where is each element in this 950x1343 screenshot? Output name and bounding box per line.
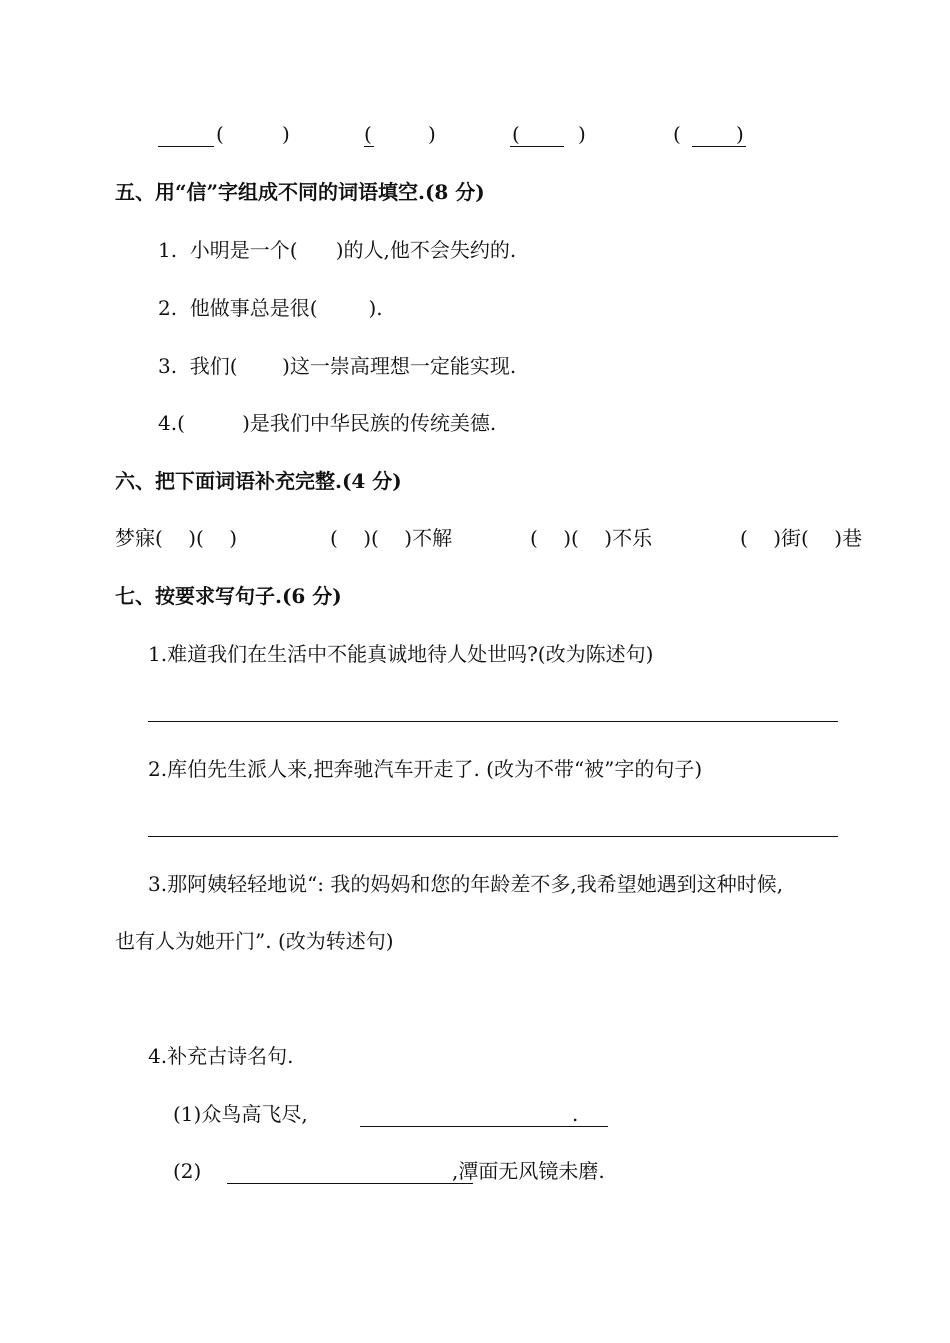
idiom-3: ( )( )不乐 — [530, 526, 653, 550]
poem-2-end: ,潭面无风镜未磨. — [452, 1159, 605, 1183]
bracket-close: ) — [736, 122, 744, 146]
question-1: 1.难道我们在生活中不能真诚地待人处世吗?(改为陈述句) — [148, 642, 654, 666]
poem-2-blank[interactable] — [227, 1183, 473, 1184]
section7-heading: 七、按要求写句子.(6 分) — [115, 584, 342, 608]
section5-item-4: 4.( )是我们中华民族的传统美德. — [158, 411, 497, 435]
answer-blank[interactable] — [692, 146, 746, 147]
question-3-line-1: 3.那阿姨轻轻地说“: 我的妈妈和您的年龄差不多,我希望她遇到这种时候, — [148, 872, 784, 896]
section5-heading: 五、用“信”字组成不同的词语填空.(8 分) — [115, 180, 485, 204]
bracket-open: ( — [673, 122, 681, 146]
answer-blank[interactable] — [510, 146, 564, 147]
answer-blank[interactable] — [158, 146, 214, 147]
bracket-open: ( — [216, 122, 224, 146]
question-2: 2.库伯先生派人来,把奔驰汽车开走了. (改为不带“被”字的句子) — [148, 757, 703, 781]
question-4: 4.补充古诗名句. — [148, 1044, 294, 1068]
poem-1-label: (1)众鸟高飞尽, — [173, 1102, 308, 1126]
bracket-close: ) — [282, 122, 290, 146]
section5-item-2: 2. 他做事总是很( ). — [158, 296, 383, 320]
poem-1-blank[interactable] — [360, 1126, 608, 1127]
idiom-2: ( )( )不解 — [330, 526, 453, 550]
section5-item-1: 1. 小明是一个( )的人,他不会失约的. — [158, 238, 517, 262]
section5-item-3: 3. 我们( )这一崇高理想一定能实现. — [158, 354, 517, 378]
question-3-line-2: 也有人为她开门”. (改为转述句) — [115, 929, 394, 953]
answer-line-1[interactable] — [148, 721, 838, 722]
bracket-close: ) — [578, 122, 586, 146]
answer-line-2[interactable] — [148, 836, 838, 837]
idiom-1: 梦寐( )( ) — [115, 526, 238, 550]
bracket-close: ) — [428, 122, 436, 146]
section6-heading: 六、把下面词语补充完整.(4 分) — [115, 469, 402, 493]
poem-1-period: . — [572, 1102, 579, 1126]
idiom-4: ( )街( )巷 — [740, 526, 863, 550]
bracket-open: ( — [364, 122, 372, 146]
bracket-open: ( — [512, 122, 520, 146]
poem-2-label: (2) — [173, 1159, 202, 1183]
answer-blank[interactable] — [364, 146, 374, 147]
